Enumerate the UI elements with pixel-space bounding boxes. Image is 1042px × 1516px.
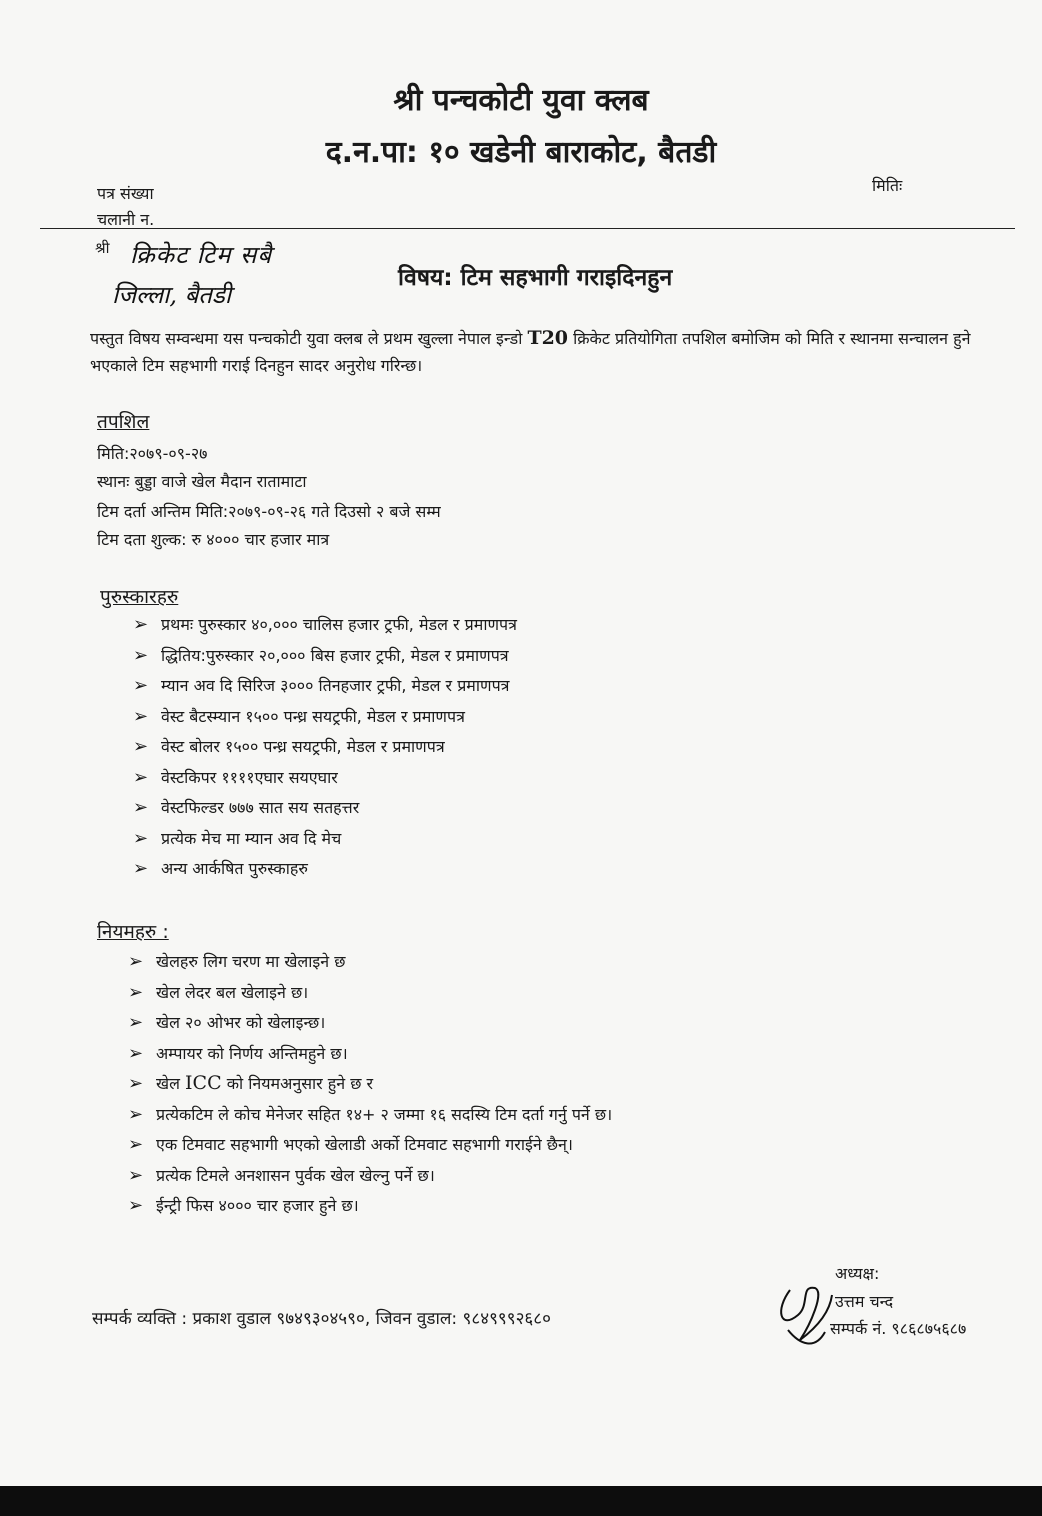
list-item: ➢ द्धितिय:पुरुस्कार २०,००० बिस हजार ट्रफी, मेडल र प्रमाणपत्र [133,644,509,666]
president-label: अध्यक्ष: [835,1264,880,1283]
arrow-bullet-icon: ➢ [128,1195,144,1216]
details-fee: टिम दता शुल्क: रु ४००० चार हजार मात्र [97,530,330,549]
rules-title: नियमहरु : [97,921,169,943]
arrow-bullet-icon: ➢ [133,858,149,879]
list-item: ➢ खेल लेदर बल खेलाइने छ। [128,981,309,1003]
list-item: ➢ वेस्टफिल्डर ७७७ सात सय सतहत्तर [133,797,360,818]
body-paragraph [90,325,980,379]
list-item: ➢ प्रत्येक टिमले अनशासन पुर्वक खेल खेल्नु पर्ने छ। [128,1164,435,1186]
icc-word: ICC [185,1072,222,1094]
list-item: ➢ ईन्ट्री फिस ४००० चार हजार हुने छ। [128,1195,359,1216]
contact-persons: सम्पर्क व्यक्ति : प्रकाश वुडाल ९७४९३०४५९०, जिवन वुडाल: ९८४९९९२६८० [92,1309,551,1329]
scan-edge-bar [0,1486,1042,1516]
arrow-bullet-icon: ➢ [128,1103,144,1125]
arrow-bullet-icon: ➢ [133,827,149,849]
arrow-bullet-icon: ➢ [133,675,149,696]
signature-mark [770,1270,840,1360]
details-date: मिति:२०७९-०९-२७ [97,444,208,463]
header-divider [40,228,1015,229]
chalani-label: चलानी न. [97,210,155,229]
recipient-line-2: जिल्ला, बैतडी [112,281,232,309]
details-deadline: टिम दर्ता अन्तिम मिति:२०७९-०९-२६ गते दिउसो २ बजे सम्म [97,502,441,521]
arrow-bullet-icon: ➢ [128,981,144,1003]
list-item: ➢ खेलहरु लिग चरण मा खेलाइने छ [128,951,346,972]
miti-label: मितिः [872,176,903,195]
list-item: ➢ खेल ICC को नियमअनुसार हुने छ र [128,1072,374,1094]
president-name: उत्तम चन्द [835,1292,894,1311]
arrow-bullet-icon: ➢ [133,614,149,635]
body-text-1: पस्तुत विषय सम्वन्धमा यस पन्चकोटी युवा क्लब ले प्रथम खुल्ला नेपाल इन्डो [90,329,528,348]
arrow-bullet-icon: ➢ [128,1164,144,1186]
list-item: ➢ वेस्ट बोलर १५०० पन्ध्र सयट्रफी, मेडल र प्रमाणपत्र [133,736,445,757]
org-name: श्री पन्चकोटी युवा क्लब [393,83,649,118]
arrow-bullet-icon: ➢ [128,1042,144,1064]
list-item: ➢ खेल २० ओभर को खेलाइन्छ। [128,1012,326,1033]
list-item: ➢ म्यान अव दि सिरिज ३००० तिनहजार ट्रफी, मेडल र प्रमाणपत्र [133,675,510,696]
arrow-bullet-icon: ➢ [133,705,149,727]
arrow-bullet-icon: ➢ [133,766,149,788]
list-item: ➢ वेस्ट बैटस्म्यान १५०० पन्ध्र सयट्रफी, मेडल र प्रमाणपत्र [133,705,465,727]
recipient-line-1: क्रिकेट टिम सबै [130,241,273,269]
body-text-2: क्रिकेट प्रतियोगिता तपशिल बमोजिम को मिति र स्थानमा सन्चालन हुने भएकाले टिम सहभागी गराई दिनहुन सादर अनुरोध गरिन्छ। [90,329,971,375]
awards-title: पुरुस्कारहरु [100,586,179,608]
list-item: ➢ वेस्टकिपर ११११एघार सयएघार [133,766,338,788]
arrow-bullet-icon: ➢ [133,644,149,666]
list-item: ➢ अन्य आर्कषित पुरुस्काहरु [133,858,308,879]
arrow-bullet-icon: ➢ [133,797,149,818]
org-address: द.न.पा: १० खडेनी बाराकोट, बैतडी [325,135,717,170]
details-venue: स्थानः बुड्डा वाजे खेल मैदान रातामाटा [97,472,307,491]
body-t20: T20 [527,327,569,349]
list-item: ➢ प्रत्येकटिम ले कोच मेनेजर सहित १४+ २ जम्मा १६ सदस्यि टिम दर्ता गर्नु पर्ने छ। [128,1103,613,1125]
president-contact: सम्पर्क नं. ९८६८७५६८७ [830,1319,967,1338]
arrow-bullet-icon: ➢ [128,1134,144,1155]
recipient-prefix: श्री [95,239,110,257]
list-item: ➢ प्रत्येक मेच मा म्यान अव दि मेच [133,827,342,849]
arrow-bullet-icon: ➢ [133,736,149,757]
arrow-bullet-icon: ➢ [128,951,144,972]
list-item: ➢ प्रथमः पुरुस्कार ४०,००० चालिस हजार ट्रफी, मेडल र प्रमाणपत्र [133,614,517,635]
arrow-bullet-icon: ➢ [128,1012,144,1033]
patra-sankhya-label: पत्र संख्या [97,184,154,203]
rules-list [128,950,612,1225]
subject-line: विषय: टिम सहभागी गराइदिनहुन [398,265,673,291]
list-item: ➢ एक टिमवाट सहभागी भएको खेलाडी अर्को टिमवाट सहभागी गराईने छैन्। [128,1134,573,1155]
details-title: तपशिल [97,411,150,433]
awards-list [133,613,517,888]
arrow-bullet-icon: ➢ [128,1073,144,1094]
list-item: ➢ अम्पायर को निर्णय अन्तिमहुने छ। [128,1042,348,1064]
